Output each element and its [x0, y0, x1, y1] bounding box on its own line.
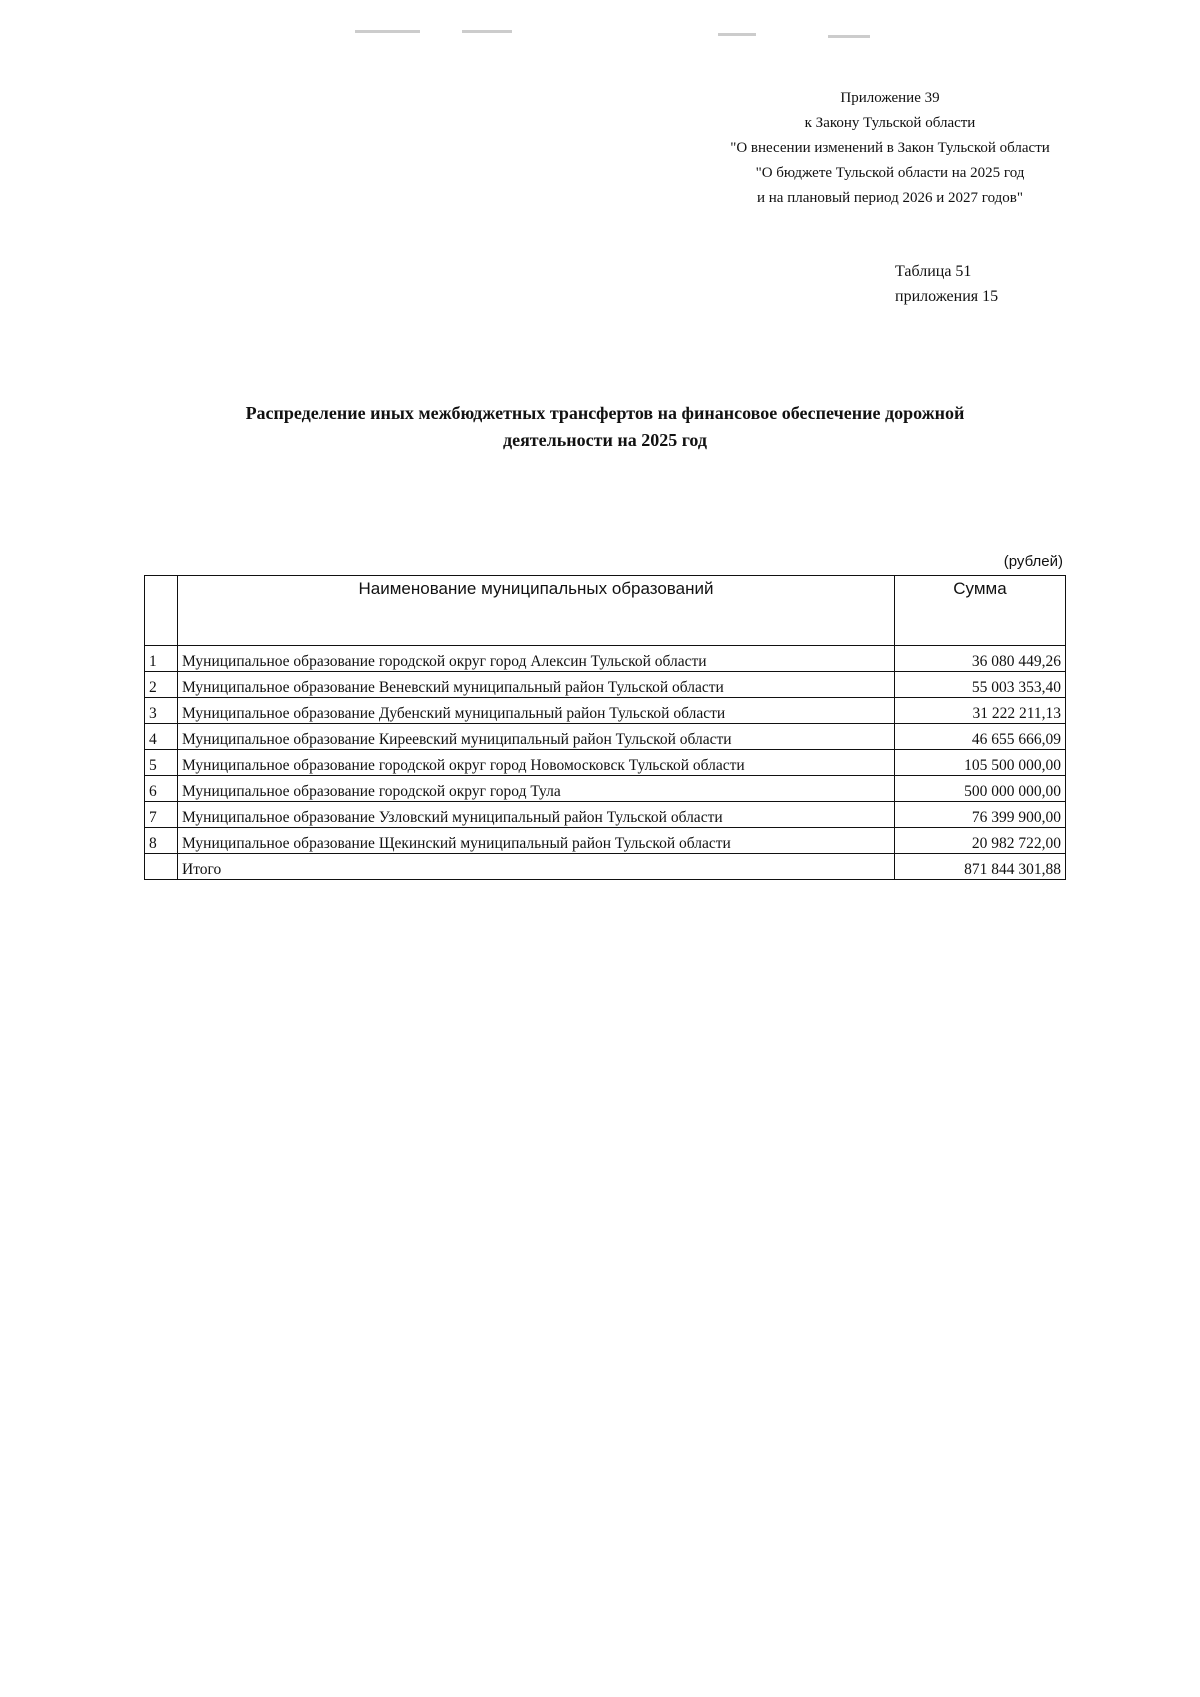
row-number: 5 [145, 750, 178, 776]
table-reference [895, 259, 1035, 309]
municipality-name: Муниципальное образование Щекинский муниципальный район Тульской области [178, 828, 895, 854]
total-label: Итого [178, 854, 895, 880]
row-number: 8 [145, 828, 178, 854]
header-sum: Сумма [895, 576, 1066, 646]
scan-artifact [462, 30, 512, 33]
amount: 46 655 666,09 [895, 724, 1066, 750]
document-title-line: деятельности на 2025 год [502, 430, 708, 450]
table-row [145, 724, 1066, 750]
total-number [145, 854, 178, 880]
amount: 500 000 000,00 [895, 776, 1066, 802]
amount: 55 003 353,40 [895, 672, 1066, 698]
distribution-table [144, 575, 1066, 880]
table-row [145, 698, 1066, 724]
municipality-name: Муниципальное образование Узловский муниципальный район Тульской области [178, 802, 895, 828]
municipality-name: Муниципальное образование городской округ город Алексин Тульской области [178, 646, 895, 672]
appendix-header-line: "О внесении изменений в Закон Тульской области [730, 140, 1050, 156]
appendix-header-line: "О бюджете Тульской области на 2025 год [755, 165, 1025, 181]
municipality-name: Муниципальное образование городской округ город Тула [178, 776, 895, 802]
table-header-row [145, 576, 1066, 646]
municipality-name: Муниципальное образование Веневский муниципальный район Тульской области [178, 672, 895, 698]
scan-artifact [718, 33, 756, 36]
amount: 31 222 211,13 [895, 698, 1066, 724]
row-number: 2 [145, 672, 178, 698]
row-number: 7 [145, 802, 178, 828]
table-reference-line: приложения 15 [895, 288, 999, 305]
document-title-line: Распределение иных межбюджетных трансфертов на финансовое обеспечение дорожной [245, 403, 965, 423]
municipality-name: Муниципальное образование городской округ город Новомосковск Тульской области [178, 750, 895, 776]
table-row [145, 672, 1066, 698]
table-row [145, 828, 1066, 854]
appendix-header-line: Приложение 39 [840, 90, 940, 106]
row-number: 4 [145, 724, 178, 750]
table-row [145, 750, 1066, 776]
table-row [145, 646, 1066, 672]
row-number: 3 [145, 698, 178, 724]
appendix-header-line: к Закону Тульской области [804, 115, 976, 131]
row-number: 6 [145, 776, 178, 802]
amount: 20 982 722,00 [895, 828, 1066, 854]
total-amount: 871 844 301,88 [895, 854, 1066, 880]
appendix-header-line: и на плановый период 2026 и 2027 годов" [757, 190, 1023, 206]
appendix-header [680, 86, 1100, 211]
document-title [150, 400, 1060, 454]
total-row [145, 854, 1066, 880]
header-num [145, 576, 178, 646]
table-row [145, 802, 1066, 828]
row-number: 1 [145, 646, 178, 672]
municipality-name: Муниципальное образование Дубенский муниципальный район Тульской области [178, 698, 895, 724]
scan-artifact [828, 35, 870, 38]
amount: 105 500 000,00 [895, 750, 1066, 776]
header-name: Наименование муниципальных образований [178, 576, 895, 646]
table-row [145, 776, 1066, 802]
unit-note: (рублей) [1003, 553, 1063, 570]
municipality-name: Муниципальное образование Киреевский муниципальный район Тульской области [178, 724, 895, 750]
table-reference-line: Таблица 51 [895, 263, 972, 280]
scan-artifact [355, 30, 420, 33]
amount: 76 399 900,00 [895, 802, 1066, 828]
amount: 36 080 449,26 [895, 646, 1066, 672]
